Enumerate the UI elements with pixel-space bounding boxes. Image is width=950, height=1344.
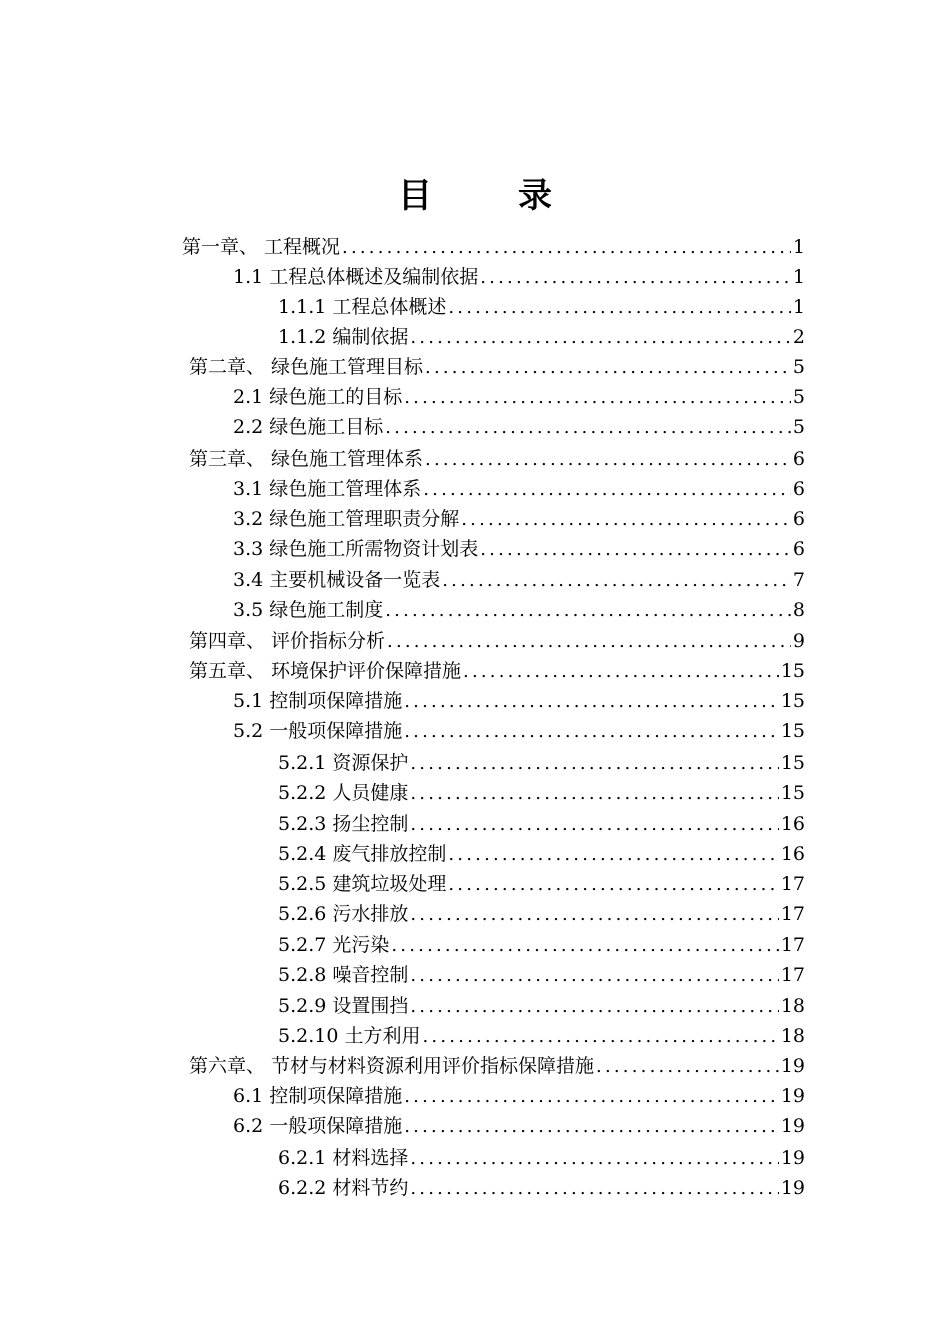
toc-entry-page: 9	[792, 630, 805, 652]
toc-dot-leader	[391, 931, 778, 960]
toc-entry[interactable]	[233, 595, 805, 625]
toc-entry[interactable]	[233, 504, 805, 534]
toc-entry-label: 5.2.3 扬尘控制	[278, 813, 409, 835]
toc-entry-label: 第六章、 节材与材料资源利用评价指标保障措施	[189, 1055, 595, 1077]
toc-entry-page: 7	[792, 569, 805, 591]
toc-dot-leader	[448, 840, 778, 869]
toc-entry-page: 2	[792, 326, 805, 348]
toc-entry-label: 5.1 控制项保障措施	[233, 690, 403, 712]
toc-dot-leader	[342, 233, 791, 262]
toc-dot-leader	[385, 413, 791, 442]
toc-entry[interactable]	[233, 474, 805, 504]
toc-dot-leader	[442, 566, 791, 595]
toc-entry[interactable]	[278, 869, 805, 899]
toc-entry-page: 19	[780, 1147, 805, 1169]
toc-entry-label: 3.3 绿色施工所需物资计划表	[233, 538, 479, 560]
toc-dot-leader	[410, 992, 778, 1021]
toc-entry-label: 5.2.7 光污染	[278, 934, 390, 956]
toc-entry-page: 18	[780, 1025, 805, 1047]
toc-entry[interactable]	[278, 778, 805, 808]
toc-entry[interactable]	[278, 930, 805, 960]
toc-dot-leader	[404, 1082, 779, 1111]
toc-entry-page: 15	[780, 690, 805, 712]
toc-dot-leader	[385, 596, 791, 625]
toc-entry[interactable]	[278, 899, 805, 929]
toc-entry-page: 1	[792, 236, 805, 258]
toc-entry-page: 6	[792, 538, 805, 560]
toc-entry[interactable]	[189, 444, 805, 474]
toc-entry-label: 5.2.2 人员健康	[278, 782, 409, 804]
toc-entry-label: 5.2 一般项保障措施	[233, 720, 403, 742]
toc-entry-label: 6.1 控制项保障措施	[233, 1085, 403, 1107]
toc-entry[interactable]	[278, 322, 805, 352]
toc-entry-label: 5.2.6 污水排放	[278, 903, 409, 925]
toc-entry[interactable]	[189, 656, 805, 686]
toc-entry-label: 6.2.2 材料节约	[278, 1177, 409, 1199]
toc-dot-leader	[410, 961, 778, 990]
toc-entry-label: 1.1 工程总体概述及编制依据	[233, 266, 479, 288]
toc-entry-page: 15	[780, 660, 805, 682]
toc-dot-leader	[425, 445, 791, 474]
toc-entry-page: 5	[792, 416, 805, 438]
toc-entry[interactable]	[278, 1173, 805, 1203]
toc-dot-leader	[404, 383, 791, 412]
toc-entry-page: 19	[780, 1055, 805, 1077]
toc-entry-label: 6.2.1 材料选择	[278, 1147, 409, 1169]
toc-dot-leader	[480, 535, 791, 564]
toc-entry[interactable]	[233, 1081, 805, 1111]
toc-entry-page: 15	[780, 720, 805, 742]
toc-entry-page: 17	[780, 903, 805, 925]
toc-entry-label: 5.2.9 设置围挡	[278, 995, 409, 1017]
toc-entry[interactable]	[233, 262, 805, 292]
toc-entry[interactable]	[278, 1021, 805, 1051]
toc-entry-page: 17	[780, 934, 805, 956]
toc-entry-page: 19	[780, 1115, 805, 1137]
toc-entry[interactable]	[233, 534, 805, 564]
toc-entry-page: 8	[792, 599, 805, 621]
toc-entry-page: 19	[780, 1177, 805, 1199]
toc-entry-page: 5	[792, 356, 805, 378]
toc-entry-page: 16	[780, 843, 805, 865]
toc-entry-label: 2.2 绿色施工目标	[233, 416, 384, 438]
toc-dot-leader	[425, 353, 791, 382]
toc-entry-label: 第三章、 绿色施工管理体系	[189, 448, 424, 470]
toc-entry-label: 5.2.8 噪音控制	[278, 964, 409, 986]
toc-entry-label: 第五章、 环境保护评价保障措施	[189, 660, 462, 682]
toc-entry-page: 15	[780, 782, 805, 804]
toc-entry[interactable]	[182, 232, 805, 262]
toc-dot-leader	[410, 779, 778, 808]
toc-entry-page: 5	[792, 386, 805, 408]
toc-dot-leader	[448, 293, 791, 322]
toc-entry[interactable]	[278, 1143, 805, 1173]
toc-dot-leader	[404, 717, 779, 746]
toc-entry[interactable]	[233, 412, 805, 442]
toc-entry-label: 1.1.2 编制依据	[278, 326, 409, 348]
toc-entry-label: 第一章、 工程概况	[182, 236, 341, 258]
toc-entry-page: 6	[792, 478, 805, 500]
toc-dot-leader	[410, 749, 778, 778]
toc-entry[interactable]	[233, 686, 805, 716]
toc-entry-label: 第二章、 绿色施工管理目标	[189, 356, 424, 378]
toc-entry-label: 5.2.1 资源保护	[278, 752, 409, 774]
toc-dot-leader	[423, 475, 791, 504]
toc-entry[interactable]	[189, 626, 805, 656]
toc-entry[interactable]	[233, 382, 805, 412]
toc-entry-page: 18	[780, 995, 805, 1017]
toc-entry-page: 17	[780, 873, 805, 895]
toc-entry[interactable]	[278, 991, 805, 1021]
toc-dot-leader	[404, 687, 779, 716]
toc-entry[interactable]	[278, 809, 805, 839]
toc-entry-label: 3.5 绿色施工制度	[233, 599, 384, 621]
toc-dot-leader	[596, 1052, 779, 1081]
toc-entry[interactable]	[278, 960, 805, 990]
toc-dot-leader	[422, 1022, 778, 1051]
toc-dot-leader	[448, 870, 778, 899]
toc-dot-leader	[480, 263, 791, 292]
toc-dot-leader	[410, 900, 778, 929]
toc-entry-label: 5.2.10 土方利用	[278, 1025, 421, 1047]
toc-entry[interactable]	[278, 839, 805, 869]
toc-dot-leader	[463, 657, 779, 686]
toc-dot-leader	[410, 1174, 778, 1203]
toc-entry-label: 2.1 绿色施工的目标	[233, 386, 403, 408]
toc-entry-page: 17	[780, 964, 805, 986]
toc-entry-label: 3.4 主要机械设备一览表	[233, 569, 441, 591]
toc-entry-label: 5.2.4 废气排放控制	[278, 843, 447, 865]
toc-entry[interactable]	[233, 1111, 805, 1141]
toc-entry[interactable]	[278, 748, 805, 778]
toc-dot-leader	[410, 323, 791, 352]
toc-entry-page: 1	[792, 266, 805, 288]
toc-entry[interactable]	[189, 1051, 805, 1081]
toc-entry-page: 15	[780, 752, 805, 774]
toc-entry-page: 16	[780, 813, 805, 835]
toc-dot-leader	[410, 1144, 778, 1173]
toc-dot-leader	[410, 810, 778, 839]
toc-entry-page: 6	[792, 448, 805, 470]
toc-entry-label: 6.2 一般项保障措施	[233, 1115, 403, 1137]
toc-dot-leader	[461, 505, 791, 534]
toc-entry-label: 3.1 绿色施工管理体系	[233, 478, 422, 500]
toc-entry-label: 5.2.5 建筑垃圾处理	[278, 873, 447, 895]
page-title: 目 录	[398, 176, 578, 216]
toc-entry-page: 1	[792, 296, 805, 318]
toc-entry-page: 19	[780, 1085, 805, 1107]
toc-dot-leader	[387, 627, 791, 656]
toc-entry[interactable]	[189, 352, 805, 382]
toc-entry-label: 1.1.1 工程总体概述	[278, 296, 447, 318]
toc-dot-leader	[404, 1112, 779, 1141]
toc-entry-label: 3.2 绿色施工管理职责分解	[233, 508, 460, 530]
toc-entry[interactable]	[233, 716, 805, 746]
toc-entry-page: 6	[792, 508, 805, 530]
toc-entry[interactable]	[278, 292, 805, 322]
toc-entry[interactable]	[233, 565, 805, 595]
toc-entry-label: 第四章、 评价指标分析	[189, 630, 386, 652]
